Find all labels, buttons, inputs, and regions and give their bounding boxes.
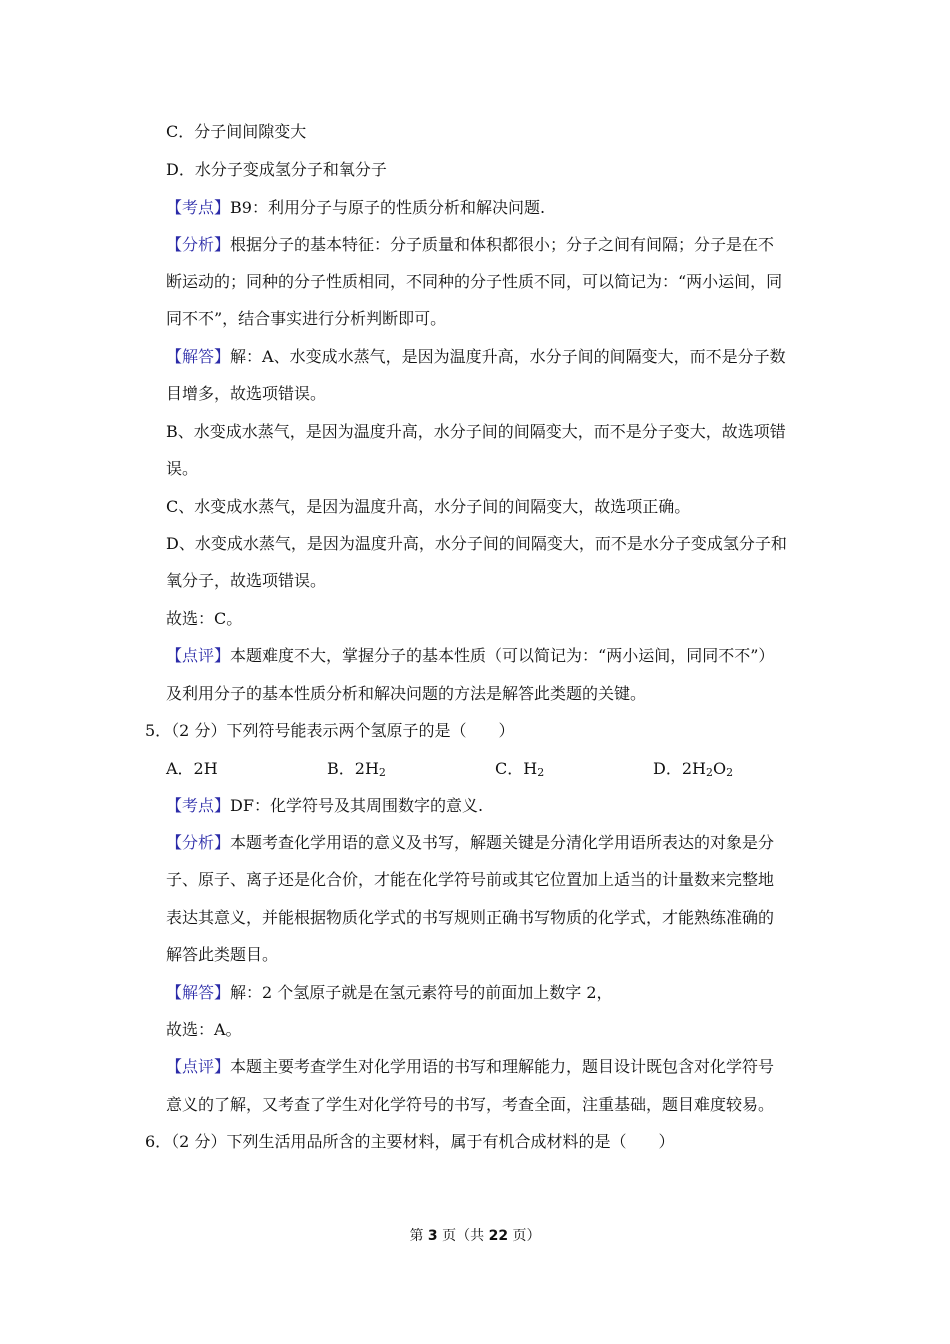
dianping-line: 及利用分子的基本性质分析和解决问题的方法是解答此类题的关键。 [166,684,647,703]
page-footer: 第 3 页（共 22 页） [409,1228,541,1244]
kaodian-tag: 【考点】 [166,198,231,217]
page-total: 22 [488,1228,509,1244]
fenxi-line: 断运动的；同种的分子性质相同，不同种的分子性质不同，可以简记为：“两小运间，同 [166,272,783,291]
dianping-line: 意义的了解，又考查了学生对化学符号的书写，考查全面，注重基础，题目难度较易。 [166,1095,775,1114]
q4-jieda [166,347,786,367]
q5-dianping [166,1057,774,1077]
q4-kaodian [166,198,545,218]
option-c: C．分子间间隙变大 [166,122,307,141]
fenxi-line: 子、原子、离子还是化合价，才能在化学符号前或其它位置加上适当的计量数来完整地 [166,870,775,889]
jieda-line: 解：2 个氢原子就是在氢元素符号的前面加上数字 2， [230,983,613,1002]
q5-option-c: C．$H_2$ [495,759,545,779]
jieda-line: 解：A、水变成水蒸气，是因为温度升高，水分子间的间隔变大，而不是分子数 [230,347,786,366]
jieda-tag: 【解答】 [166,983,231,1002]
q5-option-d: D．$2H_2O_2$ [653,759,734,779]
dianping-tag: 【点评】 [166,1057,231,1076]
fenxi-line: 表达其意义，并能根据物质化学式的书写规则正确书写物质的化学式，才能熟练准确的 [166,908,775,927]
q5-stem: 5．（2 分）下列符号能表示两个氢原子的是（ ） [145,721,515,740]
q5-options [166,759,786,779]
page-number: 3 [427,1228,438,1244]
q5-fenxi [166,833,774,853]
q4-dianping [166,646,774,666]
kaodian-text: B9：利用分子与原子的性质分析和解决问题. [230,198,546,217]
fenxi-line: 根据分子的基本特征：分子质量和体积都很小；分子之间有间隔；分子是在不 [230,235,775,254]
jieda-line: C、水变成水蒸气，是因为温度升高，水分子间的间隔变大，故选项正确。 [166,497,691,516]
option-d: D．水分子变成氢分子和氧分子 [166,160,387,179]
jieda-line: 误。 [166,459,199,478]
fenxi-line: 本题考查化学用语的意义及书写，解题关键是分清化学用语所表达的对象是分 [230,833,775,852]
q4-fenxi [166,235,774,255]
fenxi-line: 同不不”，结合事实进行分析判断即可。 [166,309,447,328]
jieda-line: B、水变成水蒸气，是因为温度升高，水分子间的间隔变大，而不是分子变大，故选项错 [166,422,786,441]
q6-stem: 6．（2 分）下列生活用品所含的主要材料，属于有机合成材料的是（ ） [145,1132,675,1151]
kaodian-tag: 【考点】 [166,796,231,815]
dianping-line: 本题主要考查学生对化学用语的书写和理解能力，题目设计既包含对化学符号 [230,1057,775,1076]
jieda-line: 氧分子，故选项错误。 [166,571,327,590]
dianping-tag: 【点评】 [166,646,231,665]
jieda-line: 故选：A。 [166,1020,242,1039]
jieda-line: 故选：C。 [166,609,243,628]
fenxi-line: 解答此类题目。 [166,945,279,964]
q5-jieda [166,983,613,1003]
jieda-line: D、水变成水蒸气，是因为温度升高，水分子间的间隔变大，而不是水分子变成氢分子和 [166,534,787,553]
q5-option-a: A．2H [166,759,218,778]
jieda-tag: 【解答】 [166,347,231,366]
q5-kaodian [166,796,483,816]
q5-option-b: B．$2H_2$ [327,759,386,779]
dianping-line: 本题难度不大，掌握分子的基本性质（可以简记为：“两小运间，同同不不”） [230,646,775,665]
jieda-line: 目增多，故选项错误。 [166,384,327,403]
kaodian-text: DF：化学符号及其周围数字的意义. [230,796,484,815]
fenxi-tag: 【分析】 [166,833,231,852]
fenxi-tag: 【分析】 [166,235,231,254]
